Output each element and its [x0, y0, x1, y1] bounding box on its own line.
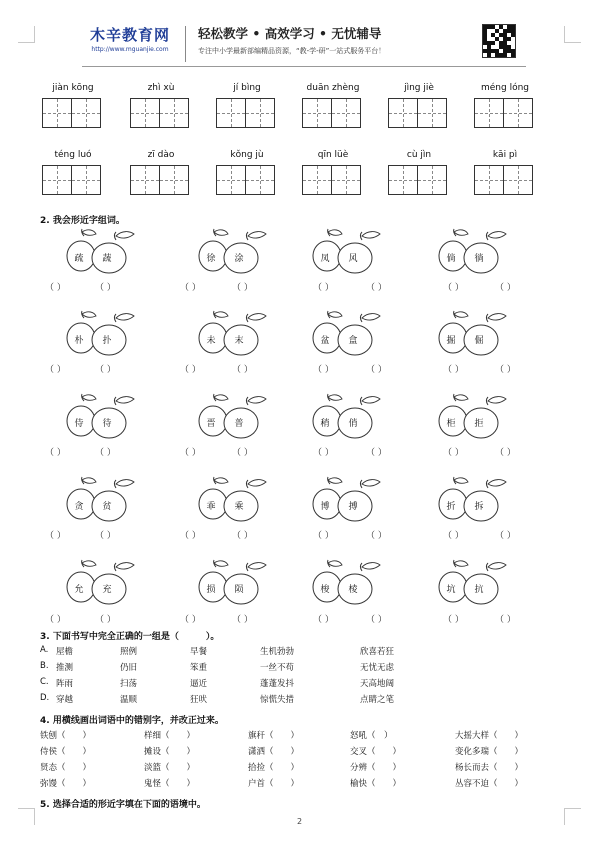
- option-word: 扫荡: [120, 679, 138, 689]
- answer-blank[interactable]: （ ）: [443, 283, 464, 293]
- section-3-title: 3. 下面书写中完全正确的一组是（ ）。: [40, 632, 220, 642]
- apple-character: 乖: [206, 502, 216, 512]
- answer-blank[interactable]: （ ）: [495, 283, 516, 293]
- answer-blank[interactable]: （ ）: [495, 615, 516, 625]
- answer-blank[interactable]: （ ）: [443, 615, 464, 625]
- correction-item[interactable]: 摊设（ ）: [144, 747, 196, 757]
- section-4-title: 4. 用横线画出词语中的错别字，并改正过来。: [40, 716, 224, 726]
- answer-blank[interactable]: （ ）: [180, 531, 201, 541]
- answer-blank[interactable]: （ ）: [45, 531, 66, 541]
- correction-item[interactable]: 交叉（ ）: [350, 747, 402, 757]
- answer-blank[interactable]: （ ）: [45, 365, 66, 375]
- option-word: 早餐: [190, 647, 208, 657]
- correction-row: [40, 745, 560, 757]
- pinyin-item: [474, 150, 536, 195]
- correction-item[interactable]: 大摇大样（ ）: [455, 731, 524, 741]
- pinyin-item: [42, 150, 104, 195]
- pinyin-text: zhì xù: [147, 83, 175, 93]
- answer-blank[interactable]: （ ）: [495, 365, 516, 375]
- apple-pair: [196, 228, 268, 274]
- option-word: 一丝不苟: [260, 663, 295, 673]
- apple-character: 棱: [348, 585, 358, 595]
- apple-character: 坑: [446, 585, 456, 595]
- answer-blank[interactable]: （ ）: [232, 365, 253, 375]
- correction-item[interactable]: 变化多瑞（ ）: [455, 747, 524, 757]
- pinyin-item: [388, 83, 450, 128]
- pinyin-row-2: [42, 150, 562, 196]
- correction-item[interactable]: 杨长而去（ ）: [455, 763, 524, 773]
- option-word: 天高地阔: [360, 679, 395, 689]
- crop-mark-top-left: [18, 26, 35, 43]
- tianzige-box[interactable]: [388, 165, 418, 195]
- answer-blank[interactable]: （ ）: [180, 448, 201, 458]
- tianzige-box[interactable]: [71, 165, 101, 195]
- pinyin-text: téng luó: [54, 150, 92, 160]
- pinyin-text: jí bìng: [233, 83, 261, 93]
- section-5-title: 5. 选择合适的形近字填在下面的语境中。: [40, 800, 206, 810]
- apple-pair: [64, 310, 136, 356]
- answer-blank[interactable]: （ ）: [95, 365, 116, 375]
- apple-character: 扑: [102, 336, 112, 346]
- tianzige-box[interactable]: [159, 98, 189, 128]
- pinyin-text: duān zhèng: [306, 83, 360, 93]
- option-word: 推测: [56, 663, 74, 673]
- answer-blank[interactable]: （ ）: [443, 365, 464, 375]
- apple-character: 疏: [74, 254, 84, 264]
- apple-character: 梭: [320, 585, 330, 595]
- page-header: [82, 24, 522, 64]
- apple-character: 晋: [206, 419, 216, 429]
- apple-character: 末: [234, 336, 244, 346]
- pinyin-text: zī dào: [147, 150, 175, 160]
- correction-item[interactable]: 潇洒（ ）: [248, 747, 300, 757]
- option-row[interactable]: [40, 661, 560, 673]
- correction-item[interactable]: 榆快（ ）: [350, 779, 402, 789]
- pinyin-text: kǒng jù: [230, 150, 264, 160]
- option-word: 逼近: [190, 679, 208, 689]
- answer-blank[interactable]: （ ）: [313, 615, 334, 625]
- tianzige-box[interactable]: [130, 165, 160, 195]
- apple-character: 乘: [234, 502, 244, 512]
- apple-pair: [196, 310, 268, 356]
- apple-pair: [310, 559, 382, 605]
- correction-item[interactable]: 弥馒（ ）: [40, 779, 92, 789]
- tianzige-box[interactable]: [42, 98, 72, 128]
- apple-pair: [436, 310, 508, 356]
- tianzige-box[interactable]: [331, 98, 361, 128]
- answer-blank[interactable]: （ ）: [180, 365, 201, 375]
- correction-item[interactable]: 怒吼（ ）: [350, 731, 393, 741]
- tianzige-box[interactable]: [302, 165, 332, 195]
- apple-character: 倔: [474, 336, 484, 346]
- apple-character: 盒: [348, 336, 358, 346]
- apple-character: 凤: [320, 254, 330, 264]
- pinyin-item: [130, 150, 192, 195]
- option-word: 狂吠: [190, 695, 208, 705]
- tianzige-box[interactable]: [71, 98, 101, 128]
- answer-blank[interactable]: （ ）: [366, 283, 387, 293]
- apple-pair: [64, 393, 136, 439]
- apple-character: 折: [446, 502, 456, 512]
- correction-row: [40, 761, 560, 773]
- answer-blank[interactable]: （ ）: [443, 531, 464, 541]
- apple-character: 柜: [446, 419, 456, 429]
- answer-blank[interactable]: （ ）: [45, 448, 66, 458]
- answer-blank[interactable]: （ ）: [232, 448, 253, 458]
- pinyin-text: qīn lüè: [317, 150, 349, 160]
- answer-blank[interactable]: （ ）: [495, 448, 516, 458]
- correction-item[interactable]: 样细（ ）: [144, 731, 196, 741]
- answer-blank[interactable]: （ ）: [45, 615, 66, 625]
- apple-pair: [64, 476, 136, 522]
- tianzige-box[interactable]: [216, 165, 246, 195]
- tianzige-box[interactable]: [417, 165, 447, 195]
- apple-character: 蔬: [102, 254, 112, 264]
- brand-url: http://www.mguanjie.com: [91, 46, 169, 53]
- apple-pair: [436, 393, 508, 439]
- answer-blank[interactable]: （ ）: [232, 531, 253, 541]
- apple-pair: [436, 228, 508, 274]
- apple-character: 拒: [474, 419, 484, 429]
- apple-pair: [196, 476, 268, 522]
- answer-blank[interactable]: （ ）: [443, 448, 464, 458]
- answer-blank[interactable]: （ ）: [95, 283, 116, 293]
- tianzige-box[interactable]: [388, 98, 418, 128]
- apple-pair: [196, 393, 268, 439]
- header-slogan: 轻松教学 • 高效学习 • 无忧辅导: [198, 26, 382, 41]
- answer-blank[interactable]: （ ）: [313, 365, 334, 375]
- option-word: 屋檐: [56, 647, 74, 657]
- pinyin-item: [216, 150, 278, 195]
- pinyin-item: [216, 83, 278, 128]
- apple-character: 倘: [446, 254, 456, 264]
- header-subslogan: 专注中小学最新部编精品资源，“教-学-研”一站式服务平台！: [198, 47, 386, 55]
- option-word: 点睛之笔: [360, 695, 395, 705]
- apple-character: 允: [74, 585, 84, 595]
- correction-row: [40, 777, 560, 789]
- option-word: 蓬蓬发抖: [260, 679, 295, 689]
- option-word: 照例: [120, 647, 138, 657]
- answer-blank[interactable]: （ ）: [366, 448, 387, 458]
- pinyin-text: cù jìn: [406, 150, 432, 160]
- answer-blank[interactable]: （ ）: [366, 531, 387, 541]
- apple-character: 陨: [234, 585, 244, 595]
- correction-item[interactable]: 鬼怪（ ）: [144, 779, 196, 789]
- option-word: 阵雨: [56, 679, 74, 689]
- apple-character: 侍: [74, 419, 84, 429]
- option-word: 欣喜若狂: [360, 647, 395, 657]
- pinyin-item: [302, 83, 364, 128]
- apple-character: 涂: [234, 254, 244, 264]
- pinyin-text: méng lóng: [480, 83, 529, 93]
- brand-name: 木辛教育网: [89, 26, 170, 44]
- apple-pair: [310, 476, 382, 522]
- correction-item[interactable]: 分辨（ ）: [350, 763, 402, 773]
- pinyin-item: [474, 83, 536, 128]
- answer-blank[interactable]: （ ）: [95, 615, 116, 625]
- tianzige-box[interactable]: [159, 165, 189, 195]
- answer-blank[interactable]: （ ）: [495, 531, 516, 541]
- header-rule: [82, 66, 526, 67]
- apple-pair: [310, 228, 382, 274]
- option-word: 温顺: [120, 695, 138, 705]
- apple-character: 充: [102, 585, 112, 595]
- tianzige-box[interactable]: [130, 98, 160, 128]
- correction-item[interactable]: 侍侯（ ）: [40, 747, 92, 757]
- apple-pair: [436, 476, 508, 522]
- option-word: 无忧无虑: [360, 663, 395, 673]
- correction-row: [40, 729, 560, 741]
- answer-blank[interactable]: （ ）: [95, 448, 116, 458]
- option-label: C.: [40, 677, 49, 687]
- option-word: 生机勃勃: [260, 647, 295, 657]
- brand-logo: [82, 24, 178, 53]
- apple-character: 风: [348, 254, 358, 264]
- pinyin-text: kāi pì: [492, 150, 518, 160]
- apple-character: 普: [234, 419, 244, 429]
- answer-blank[interactable]: （ ）: [232, 283, 253, 293]
- apple-character: 博: [320, 502, 330, 512]
- apple-pair: [64, 228, 136, 274]
- option-label: D.: [40, 693, 50, 703]
- option-row[interactable]: [40, 645, 560, 657]
- answer-blank[interactable]: （ ）: [313, 448, 334, 458]
- tianzige-box[interactable]: [417, 98, 447, 128]
- correction-item[interactable]: 铁刨（ ）: [40, 731, 92, 741]
- section-2-title: 2. 我会形近字组词。: [40, 216, 125, 226]
- correction-item[interactable]: 户首（ ）: [248, 779, 300, 789]
- apple-character: 拆: [474, 502, 484, 512]
- apple-character: 稍: [320, 419, 330, 429]
- apple-character: 待: [102, 419, 112, 429]
- tianzige-box[interactable]: [245, 165, 275, 195]
- page-number: 2: [296, 817, 303, 826]
- answer-blank[interactable]: （ ）: [95, 531, 116, 541]
- pinyin-item: [302, 150, 364, 195]
- answer-blank[interactable]: （ ）: [180, 283, 201, 293]
- option-word: 笨重: [190, 663, 208, 673]
- correction-item[interactable]: 旗秆（ ）: [248, 731, 300, 741]
- answer-blank[interactable]: （ ）: [45, 283, 66, 293]
- tianzige-box[interactable]: [245, 98, 275, 128]
- answer-blank[interactable]: （ ）: [180, 615, 201, 625]
- header-divider: [185, 26, 186, 62]
- apple-character: 抗: [474, 585, 484, 595]
- option-row[interactable]: [40, 677, 560, 689]
- option-word: 穿越: [56, 695, 74, 705]
- tianzige-box[interactable]: [474, 165, 504, 195]
- apple-pair: [310, 310, 382, 356]
- tianzige-box[interactable]: [42, 165, 72, 195]
- apple-character: 损: [206, 585, 216, 595]
- pinyin-text: jiàn kōng: [52, 83, 94, 93]
- tianzige-box[interactable]: [503, 98, 533, 128]
- tianzige-box[interactable]: [474, 98, 504, 128]
- apple-pair: [310, 393, 382, 439]
- option-word: 惊慌失措: [260, 695, 295, 705]
- answer-blank[interactable]: （ ）: [366, 615, 387, 625]
- qr-code-icon: [482, 24, 516, 58]
- apple-pair: [196, 559, 268, 605]
- apple-character: 盆: [320, 336, 330, 346]
- pinyin-row-1: [42, 83, 562, 129]
- apple-character: 徐: [206, 254, 216, 264]
- apple-character: 贫: [102, 502, 112, 512]
- correction-item[interactable]: 拾捡（ ）: [248, 763, 300, 773]
- answer-blank[interactable]: （ ）: [313, 531, 334, 541]
- apple-character: 贪: [74, 502, 84, 512]
- correction-item[interactable]: 丛容不迫（ ）: [455, 779, 524, 789]
- apple-character: 掘: [446, 336, 456, 346]
- pinyin-item: [42, 83, 104, 128]
- pinyin-text: jìng jiè: [404, 83, 434, 93]
- pinyin-item: [388, 150, 450, 195]
- answer-blank[interactable]: （ ）: [232, 615, 253, 625]
- apple-character: 搏: [348, 502, 358, 512]
- apple-character: 未: [206, 336, 216, 346]
- apple-character: 朴: [74, 336, 84, 346]
- pinyin-item: [130, 83, 192, 128]
- tianzige-box[interactable]: [503, 165, 533, 195]
- option-row[interactable]: [40, 693, 560, 705]
- answer-blank[interactable]: （ ）: [313, 283, 334, 293]
- option-label: B.: [40, 661, 49, 671]
- correction-item[interactable]: 贤态（ ）: [40, 763, 92, 773]
- option-label: A.: [40, 645, 49, 655]
- option-word: 仍旧: [120, 663, 138, 673]
- correction-item[interactable]: 淡篮（ ）: [144, 763, 196, 773]
- tianzige-box[interactable]: [302, 98, 332, 128]
- apple-pair: [436, 559, 508, 605]
- answer-blank[interactable]: （ ）: [366, 365, 387, 375]
- apple-pair: [64, 559, 136, 605]
- apple-character: 俏: [348, 419, 358, 429]
- crop-mark-top-right: [564, 26, 581, 43]
- apple-character: 徜: [474, 254, 484, 264]
- tianzige-box[interactable]: [216, 98, 246, 128]
- tianzige-box[interactable]: [331, 165, 361, 195]
